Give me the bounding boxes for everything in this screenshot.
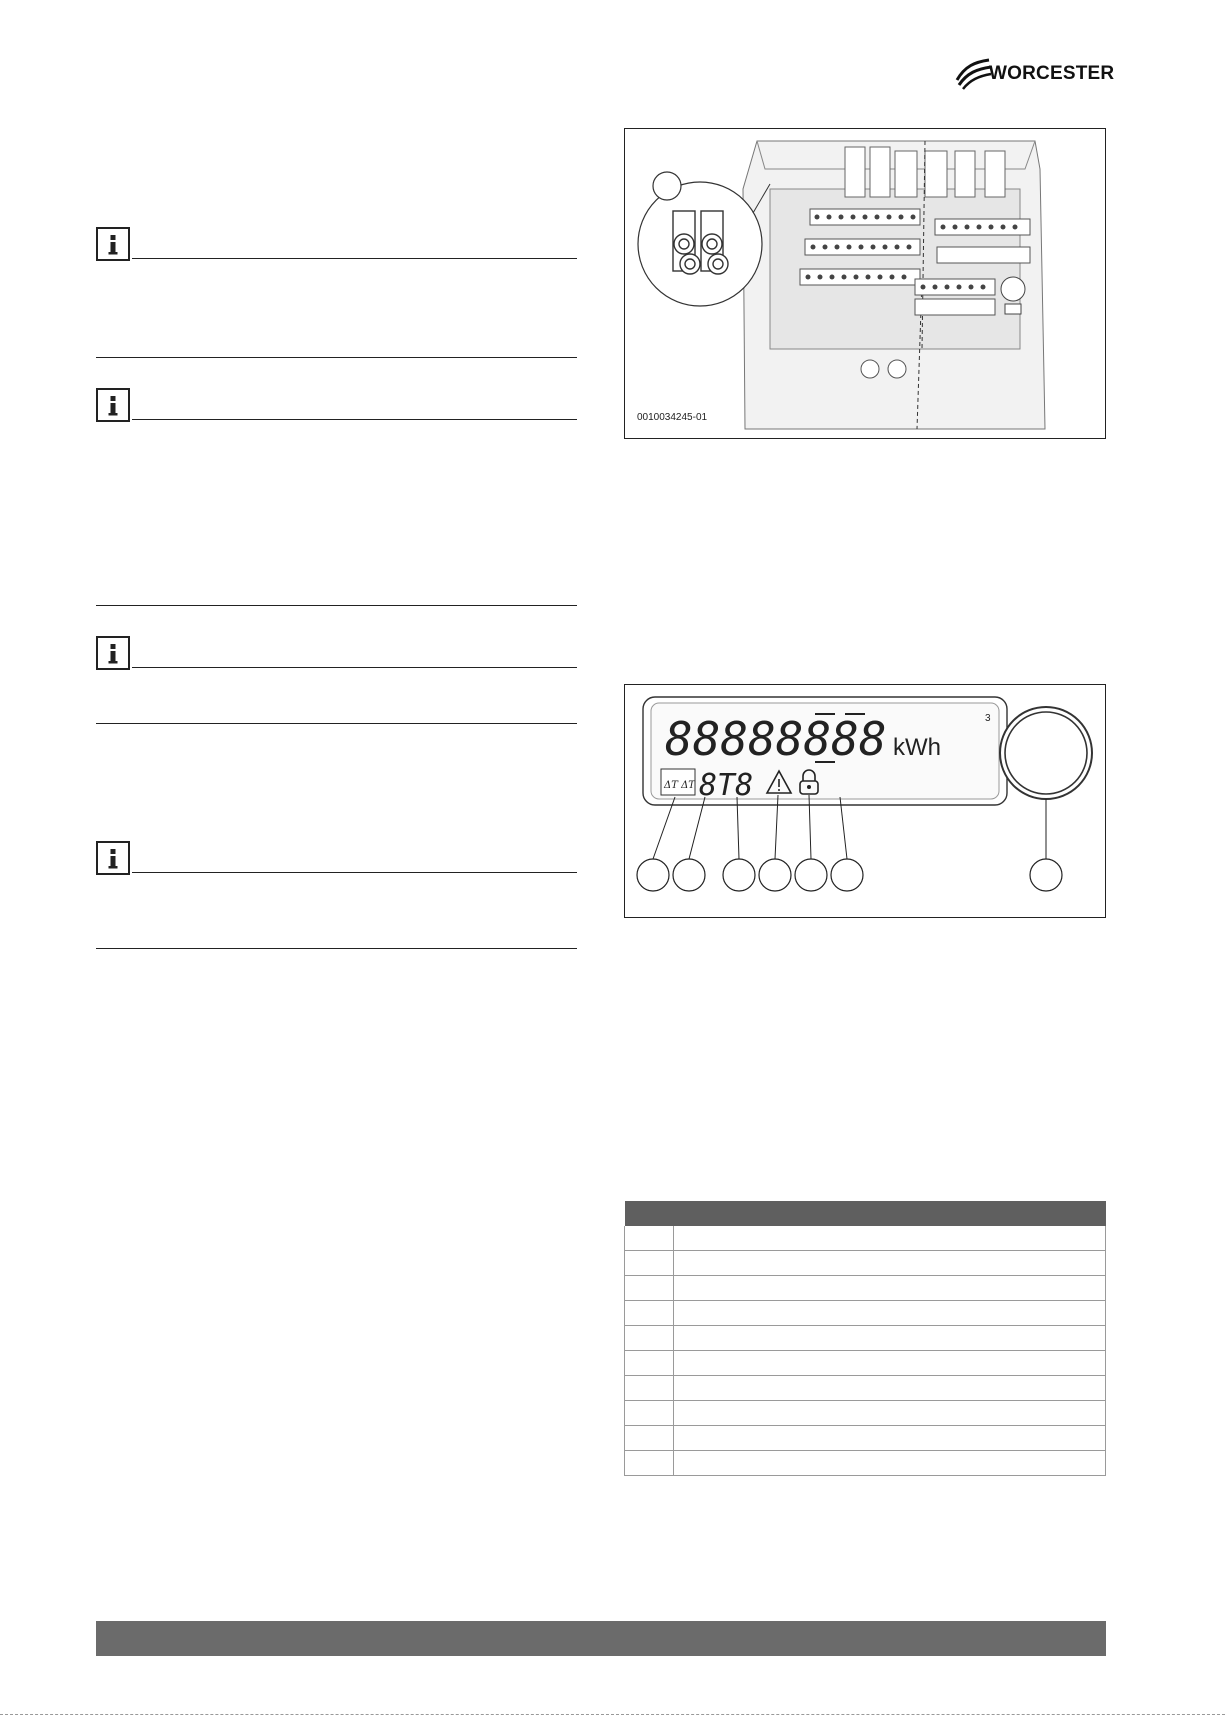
table-row [625, 1326, 1106, 1351]
terminal-board-illustration [625, 129, 1105, 438]
lcd-status-segments: 8T8 [699, 768, 754, 803]
table-row [625, 1451, 1106, 1476]
table-header-row [625, 1201, 1106, 1226]
display-callouts [637, 859, 1062, 891]
table-header-cell [625, 1201, 674, 1226]
terminal-board-figure [624, 128, 1106, 439]
lcd-display-illustration [625, 685, 1105, 917]
lcd-unit: kWh [893, 734, 941, 761]
worcester-logo [955, 56, 1115, 90]
note-top-rule [132, 872, 577, 873]
note-bottom-rule [96, 723, 577, 724]
lcd-main-digits: 88888888 [665, 712, 887, 766]
note-top-rule [132, 419, 577, 420]
table-row [625, 1226, 1106, 1251]
note-top-rule [132, 258, 577, 259]
note-bottom-rule [96, 605, 577, 606]
page-cut-line [0, 1714, 1225, 1715]
info-icon [96, 227, 130, 261]
lcd-superscript: 3 [985, 713, 991, 724]
table-row [625, 1401, 1106, 1426]
lcd-delta-t: ΔT ΔT [664, 780, 695, 791]
table-row [625, 1351, 1106, 1376]
figure-code: 0010034245-01 [637, 412, 708, 423]
info-icon [96, 841, 130, 875]
info-icon [96, 388, 130, 422]
display-figure [624, 684, 1106, 918]
note-bottom-rule [96, 948, 577, 949]
info-icon [96, 636, 130, 670]
legend-table [624, 1201, 1106, 1476]
table-row [625, 1301, 1106, 1326]
table-row [625, 1251, 1106, 1276]
note-bottom-rule [96, 357, 577, 358]
brand-name: WORCESTER [989, 63, 1115, 84]
footer-bar [96, 1621, 1106, 1656]
table-header-cell [674, 1201, 1106, 1226]
table-row [625, 1376, 1106, 1401]
table-row [625, 1426, 1106, 1451]
table-row [625, 1276, 1106, 1301]
note-top-rule [132, 667, 577, 668]
